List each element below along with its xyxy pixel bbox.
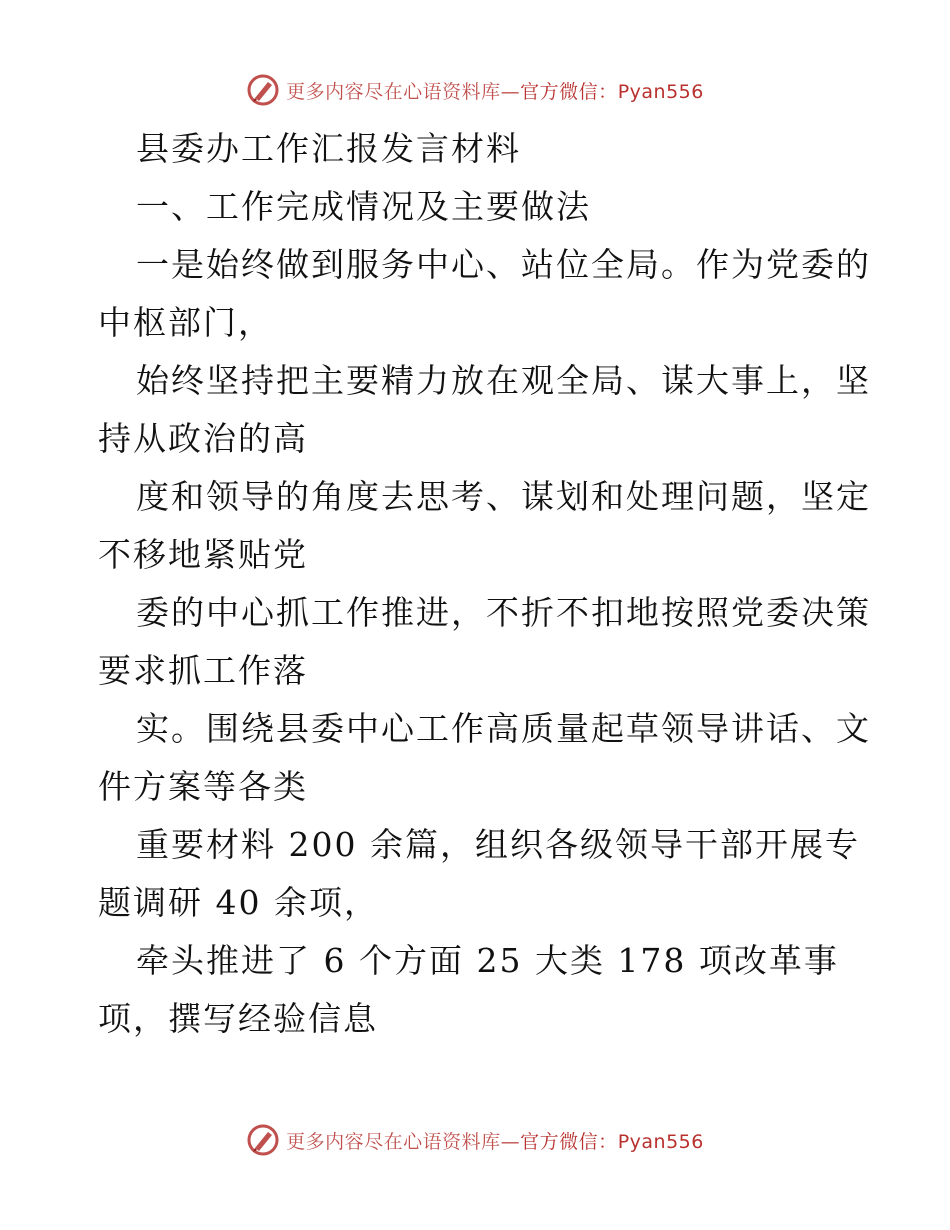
banner-wechat-id: Pyan556 — [617, 1130, 704, 1153]
paragraph-line: 要求抓工作落 — [98, 651, 308, 690]
banner-wechat-label: 官方微信： — [520, 1130, 618, 1153]
paragraph-line: 项，撰写经验信息 — [98, 999, 378, 1038]
banner-separator: — — [500, 80, 521, 103]
banner-text — [286, 77, 704, 104]
paragraph-line: 度和领导的角度去思考、谋划和处理问题，坚定 — [136, 477, 871, 516]
footer-watermark-banner — [0, 1120, 950, 1160]
paragraph-line: 始终坚持把主要精力放在观全局、谋大事上，坚 — [136, 361, 871, 400]
pen-logo-icon — [246, 73, 280, 107]
pen-logo-icon — [246, 1123, 280, 1157]
header-watermark-banner — [0, 70, 950, 110]
document-title: 县委办工作汇报发言材料 — [136, 129, 521, 168]
paragraph-line: 件方案等各类 — [98, 767, 308, 806]
banner-text — [286, 1127, 704, 1154]
paragraph-line: 重要材料 200 余篇，组织各级领导干部开展专 — [136, 825, 860, 864]
paragraph-line: 实。围绕县委中心工作高质量起草领导讲话、文 — [136, 709, 871, 748]
paragraph-line: 委的中心抓工作推进，不折不扣地按照党委决策 — [136, 593, 871, 632]
banner-brand: 更多内容尽在心语资料库 — [286, 80, 501, 103]
section-heading: 一、工作完成情况及主要做法 — [136, 187, 591, 226]
document-body — [98, 120, 871, 1048]
banner-brand: 更多内容尽在心语资料库 — [286, 1130, 501, 1153]
paragraph-line: 牵头推进了 6 个方面 25 大类 178 项改革事 — [136, 941, 839, 980]
paragraph-line: 持从政治的高 — [98, 419, 308, 458]
banner-wechat-id: Pyan556 — [617, 80, 704, 103]
banner-wechat-label: 官方微信： — [520, 80, 618, 103]
paragraph-line: 中枢部门， — [98, 303, 273, 342]
banner-separator: — — [500, 1130, 521, 1153]
paragraph-line: 题调研 40 余项， — [98, 883, 379, 922]
paragraph-line: 一是始终做到服务中心、站位全局。作为党委的 — [136, 245, 871, 284]
paragraph-line: 不移地紧贴党 — [98, 535, 308, 574]
